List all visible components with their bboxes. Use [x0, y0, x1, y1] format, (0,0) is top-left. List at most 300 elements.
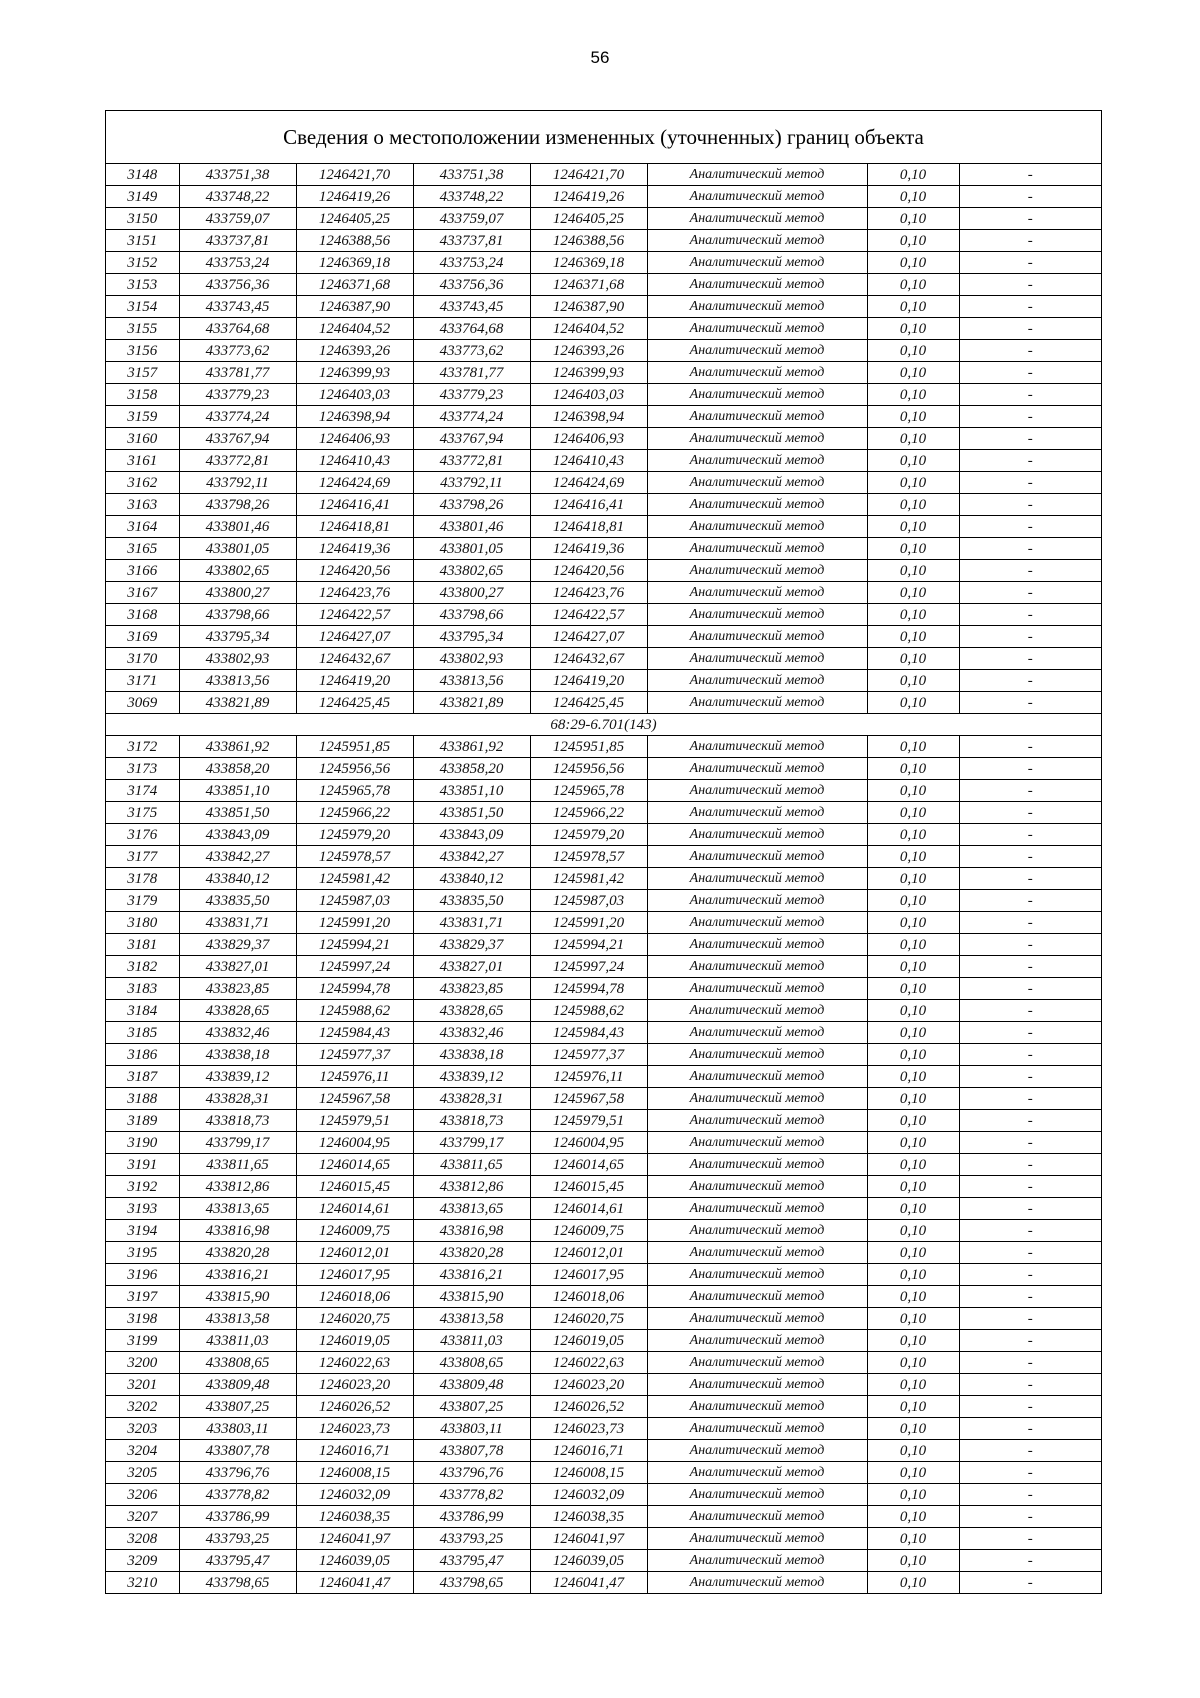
point-number-cell: 3192	[106, 1176, 179, 1198]
x-updated-cell: 433798,66	[413, 604, 530, 626]
method-cell: Аналитический метод	[647, 1484, 867, 1506]
x-existing-cell: 433851,50	[179, 802, 296, 824]
point-number-cell: 3171	[106, 670, 179, 692]
x-updated-cell: 433813,58	[413, 1308, 530, 1330]
y-existing-cell: 1246018,06	[296, 1286, 413, 1308]
table-row	[106, 912, 1101, 934]
x-updated-cell: 433779,23	[413, 384, 530, 406]
x-existing-cell: 433811,03	[179, 1330, 296, 1352]
point-number-cell: 3157	[106, 362, 179, 384]
y-updated-cell: 1246403,03	[530, 384, 647, 406]
point-number-cell: 3201	[106, 1374, 179, 1396]
point-number-cell: 3150	[106, 208, 179, 230]
point-number-cell: 3184	[106, 1000, 179, 1022]
description-cell: -	[959, 450, 1101, 472]
page-number: 56	[590, 48, 610, 67]
description-cell: -	[959, 318, 1101, 340]
x-existing-cell: 433812,86	[179, 1176, 296, 1198]
y-updated-cell: 1246017,95	[530, 1264, 647, 1286]
point-number-cell: 3166	[106, 560, 179, 582]
accuracy-cell: 0,10	[867, 648, 959, 670]
point-number-cell: 3199	[106, 1330, 179, 1352]
accuracy-cell: 0,10	[867, 1286, 959, 1308]
point-number-cell: 3197	[106, 1286, 179, 1308]
table-row	[106, 1330, 1101, 1352]
accuracy-cell: 0,10	[867, 1044, 959, 1066]
x-existing-cell: 433774,24	[179, 406, 296, 428]
y-updated-cell: 1246405,25	[530, 208, 647, 230]
x-existing-cell: 433818,73	[179, 1110, 296, 1132]
method-cell: Аналитический метод	[647, 604, 867, 626]
accuracy-cell: 0,10	[867, 670, 959, 692]
x-updated-cell: 433800,27	[413, 582, 530, 604]
y-existing-cell: 1246425,45	[296, 692, 413, 714]
y-existing-cell: 1245994,78	[296, 978, 413, 1000]
x-existing-cell: 433820,28	[179, 1242, 296, 1264]
point-number-cell: 3154	[106, 296, 179, 318]
x-updated-cell: 433840,12	[413, 868, 530, 890]
y-updated-cell: 1245988,62	[530, 1000, 647, 1022]
table-row	[106, 1220, 1101, 1242]
point-number-cell: 3164	[106, 516, 179, 538]
description-cell: -	[959, 648, 1101, 670]
description-cell: -	[959, 230, 1101, 252]
point-number-cell: 3170	[106, 648, 179, 670]
description-cell: -	[959, 1286, 1101, 1308]
description-cell: -	[959, 802, 1101, 824]
description-cell: -	[959, 1572, 1101, 1594]
point-number-cell: 3191	[106, 1154, 179, 1176]
description-cell: -	[959, 516, 1101, 538]
point-number-cell: 3162	[106, 472, 179, 494]
y-updated-cell: 1246014,61	[530, 1198, 647, 1220]
method-cell: Аналитический метод	[647, 538, 867, 560]
description-cell: -	[959, 1528, 1101, 1550]
x-updated-cell: 433759,07	[413, 208, 530, 230]
method-cell: Аналитический метод	[647, 318, 867, 340]
method-cell: Аналитический метод	[647, 978, 867, 1000]
table-row	[106, 406, 1101, 428]
accuracy-cell: 0,10	[867, 318, 959, 340]
y-updated-cell: 1245966,22	[530, 802, 647, 824]
x-updated-cell: 433807,78	[413, 1440, 530, 1462]
y-updated-cell: 1245987,03	[530, 890, 647, 912]
description-cell: -	[959, 1418, 1101, 1440]
method-cell: Аналитический метод	[647, 1022, 867, 1044]
point-number-cell: 3156	[106, 340, 179, 362]
x-existing-cell: 433832,46	[179, 1022, 296, 1044]
y-updated-cell: 1246393,26	[530, 340, 647, 362]
y-updated-cell: 1245984,43	[530, 1022, 647, 1044]
accuracy-cell: 0,10	[867, 1308, 959, 1330]
y-existing-cell: 1246012,01	[296, 1242, 413, 1264]
y-existing-cell: 1246039,05	[296, 1550, 413, 1572]
table-row	[106, 692, 1101, 714]
accuracy-cell: 0,10	[867, 1374, 959, 1396]
y-existing-cell: 1245979,20	[296, 824, 413, 846]
method-cell: Аналитический метод	[647, 1418, 867, 1440]
description-cell: -	[959, 164, 1101, 186]
x-updated-cell: 433829,37	[413, 934, 530, 956]
accuracy-cell: 0,10	[867, 626, 959, 648]
x-existing-cell: 433756,36	[179, 274, 296, 296]
y-updated-cell: 1245967,58	[530, 1088, 647, 1110]
table-row	[106, 1506, 1101, 1528]
y-existing-cell: 1246023,73	[296, 1418, 413, 1440]
description-cell: -	[959, 780, 1101, 802]
method-cell: Аналитический метод	[647, 296, 867, 318]
table-row	[106, 230, 1101, 252]
method-cell: Аналитический метод	[647, 1440, 867, 1462]
point-number-cell: 3180	[106, 912, 179, 934]
method-cell: Аналитический метод	[647, 1176, 867, 1198]
y-existing-cell: 1246017,95	[296, 1264, 413, 1286]
method-cell: Аналитический метод	[647, 428, 867, 450]
x-existing-cell: 433808,65	[179, 1352, 296, 1374]
accuracy-cell: 0,10	[867, 1088, 959, 1110]
x-existing-cell: 433781,77	[179, 362, 296, 384]
accuracy-cell: 0,10	[867, 1110, 959, 1132]
accuracy-cell: 0,10	[867, 1330, 959, 1352]
y-updated-cell: 1246371,68	[530, 274, 647, 296]
x-existing-cell: 433811,65	[179, 1154, 296, 1176]
description-cell: -	[959, 1330, 1101, 1352]
y-updated-cell: 1246038,35	[530, 1506, 647, 1528]
x-existing-cell: 433813,65	[179, 1198, 296, 1220]
accuracy-cell: 0,10	[867, 1484, 959, 1506]
table-row	[106, 1462, 1101, 1484]
y-updated-cell: 1246019,05	[530, 1330, 647, 1352]
y-existing-cell: 1246371,68	[296, 274, 413, 296]
x-existing-cell: 433764,68	[179, 318, 296, 340]
point-number-cell: 3195	[106, 1242, 179, 1264]
point-number-cell: 3149	[106, 186, 179, 208]
table-row	[106, 846, 1101, 868]
x-existing-cell: 433829,37	[179, 934, 296, 956]
y-existing-cell: 1245981,42	[296, 868, 413, 890]
y-existing-cell: 1246041,47	[296, 1572, 413, 1594]
method-cell: Аналитический метод	[647, 1220, 867, 1242]
point-number-cell: 3168	[106, 604, 179, 626]
accuracy-cell: 0,10	[867, 230, 959, 252]
x-updated-cell: 433839,12	[413, 1066, 530, 1088]
table-row	[106, 1264, 1101, 1286]
accuracy-cell: 0,10	[867, 934, 959, 956]
table-row	[106, 1154, 1101, 1176]
table-row	[106, 1000, 1101, 1022]
table-row	[106, 1110, 1101, 1132]
table-row	[106, 1550, 1101, 1572]
accuracy-cell: 0,10	[867, 1198, 959, 1220]
y-updated-cell: 1246432,67	[530, 648, 647, 670]
method-cell: Аналитический метод	[647, 1352, 867, 1374]
y-updated-cell: 1246369,18	[530, 252, 647, 274]
x-existing-cell: 433828,65	[179, 1000, 296, 1022]
method-cell: Аналитический метод	[647, 208, 867, 230]
table-row	[106, 1308, 1101, 1330]
accuracy-cell: 0,10	[867, 406, 959, 428]
table-row	[106, 1088, 1101, 1110]
point-number-cell: 3204	[106, 1440, 179, 1462]
method-cell: Аналитический метод	[647, 780, 867, 802]
x-existing-cell: 433748,22	[179, 186, 296, 208]
table-row	[106, 208, 1101, 230]
table-row	[106, 252, 1101, 274]
x-existing-cell: 433801,05	[179, 538, 296, 560]
point-number-cell: 3165	[106, 538, 179, 560]
y-updated-cell: 1246008,15	[530, 1462, 647, 1484]
method-cell: Аналитический метод	[647, 648, 867, 670]
table-row	[106, 428, 1101, 450]
x-updated-cell: 433827,01	[413, 956, 530, 978]
point-number-cell: 3207	[106, 1506, 179, 1528]
description-cell: -	[959, 626, 1101, 648]
y-existing-cell: 1246406,93	[296, 428, 413, 450]
description-cell: -	[959, 604, 1101, 626]
accuracy-cell: 0,10	[867, 274, 959, 296]
method-cell: Аналитический метод	[647, 956, 867, 978]
description-cell: -	[959, 582, 1101, 604]
point-number-cell: 3169	[106, 626, 179, 648]
x-existing-cell: 433759,07	[179, 208, 296, 230]
description-cell: -	[959, 912, 1101, 934]
method-cell: Аналитический метод	[647, 1066, 867, 1088]
table-row	[106, 186, 1101, 208]
x-updated-cell: 433795,47	[413, 1550, 530, 1572]
x-existing-cell: 433813,58	[179, 1308, 296, 1330]
y-updated-cell: 1246427,07	[530, 626, 647, 648]
x-updated-cell: 433781,77	[413, 362, 530, 384]
accuracy-cell: 0,10	[867, 340, 959, 362]
point-number-cell: 3175	[106, 802, 179, 824]
description-cell: -	[959, 1264, 1101, 1286]
method-cell: Аналитический метод	[647, 186, 867, 208]
description-cell: -	[959, 1198, 1101, 1220]
table-row	[106, 450, 1101, 472]
x-existing-cell: 433795,34	[179, 626, 296, 648]
accuracy-cell: 0,10	[867, 604, 959, 626]
y-updated-cell: 1246424,69	[530, 472, 647, 494]
table-row	[106, 274, 1101, 296]
x-existing-cell: 433803,11	[179, 1418, 296, 1440]
method-cell: Аналитический метод	[647, 406, 867, 428]
point-number-cell: 3193	[106, 1198, 179, 1220]
y-updated-cell: 1246022,63	[530, 1352, 647, 1374]
table-row	[106, 164, 1101, 186]
y-updated-cell: 1245965,78	[530, 780, 647, 802]
description-cell: -	[959, 340, 1101, 362]
y-updated-cell: 1246041,97	[530, 1528, 647, 1550]
x-updated-cell: 433811,65	[413, 1154, 530, 1176]
description-cell: -	[959, 296, 1101, 318]
y-existing-cell: 1246387,90	[296, 296, 413, 318]
x-updated-cell: 433778,82	[413, 1484, 530, 1506]
y-updated-cell: 1246387,90	[530, 296, 647, 318]
description-cell: -	[959, 1396, 1101, 1418]
x-updated-cell: 433803,11	[413, 1418, 530, 1440]
section-heading-row	[106, 714, 1101, 736]
x-updated-cell: 433820,28	[413, 1242, 530, 1264]
x-existing-cell: 433838,18	[179, 1044, 296, 1066]
accuracy-cell: 0,10	[867, 1352, 959, 1374]
description-cell: -	[959, 824, 1101, 846]
y-existing-cell: 1246419,26	[296, 186, 413, 208]
table-row	[106, 1572, 1101, 1594]
point-number-cell: 3163	[106, 494, 179, 516]
x-existing-cell: 433778,82	[179, 1484, 296, 1506]
point-number-cell: 3177	[106, 846, 179, 868]
method-cell: Аналитический метод	[647, 890, 867, 912]
point-number-cell: 3198	[106, 1308, 179, 1330]
accuracy-cell: 0,10	[867, 1396, 959, 1418]
method-cell: Аналитический метод	[647, 1154, 867, 1176]
table-row	[106, 890, 1101, 912]
y-updated-cell: 1246023,73	[530, 1418, 647, 1440]
x-existing-cell: 433828,31	[179, 1088, 296, 1110]
x-existing-cell: 433798,65	[179, 1572, 296, 1594]
point-number-cell: 3183	[106, 978, 179, 1000]
table-row	[106, 1484, 1101, 1506]
accuracy-cell: 0,10	[867, 1176, 959, 1198]
method-cell: Аналитический метод	[647, 868, 867, 890]
table-row	[106, 362, 1101, 384]
y-updated-cell: 1246026,52	[530, 1396, 647, 1418]
table-row	[106, 1528, 1101, 1550]
y-existing-cell: 1246419,36	[296, 538, 413, 560]
table-row	[106, 978, 1101, 1000]
y-updated-cell: 1246023,20	[530, 1374, 647, 1396]
y-existing-cell: 1246421,70	[296, 164, 413, 186]
method-cell: Аналитический метод	[647, 1242, 867, 1264]
y-existing-cell: 1245988,62	[296, 1000, 413, 1022]
table-row	[106, 560, 1101, 582]
point-number-cell: 3159	[106, 406, 179, 428]
point-number-cell: 3208	[106, 1528, 179, 1550]
table-body	[106, 164, 1101, 1593]
y-existing-cell: 1246014,65	[296, 1154, 413, 1176]
x-updated-cell: 433808,65	[413, 1352, 530, 1374]
point-number-cell: 3151	[106, 230, 179, 252]
y-existing-cell: 1246015,45	[296, 1176, 413, 1198]
description-cell: -	[959, 1440, 1101, 1462]
accuracy-cell: 0,10	[867, 362, 959, 384]
x-updated-cell: 433821,89	[413, 692, 530, 714]
accuracy-cell: 0,10	[867, 164, 959, 186]
accuracy-cell: 0,10	[867, 824, 959, 846]
table-row	[106, 582, 1101, 604]
y-existing-cell: 1246398,94	[296, 406, 413, 428]
y-existing-cell: 1246405,25	[296, 208, 413, 230]
method-cell: Аналитический метод	[647, 1462, 867, 1484]
point-number-cell: 3203	[106, 1418, 179, 1440]
method-cell: Аналитический метод	[647, 692, 867, 714]
y-existing-cell: 1246032,09	[296, 1484, 413, 1506]
x-existing-cell: 433772,81	[179, 450, 296, 472]
description-cell: -	[959, 846, 1101, 868]
y-updated-cell: 1246015,45	[530, 1176, 647, 1198]
x-existing-cell: 433799,17	[179, 1132, 296, 1154]
y-updated-cell: 1246420,56	[530, 560, 647, 582]
table-row	[106, 670, 1101, 692]
coordinates-table	[106, 164, 1101, 1593]
x-existing-cell: 433835,50	[179, 890, 296, 912]
y-existing-cell: 1245979,51	[296, 1110, 413, 1132]
x-updated-cell: 433743,45	[413, 296, 530, 318]
point-number-cell: 3185	[106, 1022, 179, 1044]
method-cell: Аналитический метод	[647, 1132, 867, 1154]
x-existing-cell: 433816,21	[179, 1264, 296, 1286]
point-number-cell: 3160	[106, 428, 179, 450]
x-existing-cell: 433861,92	[179, 736, 296, 758]
x-updated-cell: 433795,34	[413, 626, 530, 648]
y-existing-cell: 1245965,78	[296, 780, 413, 802]
point-number-cell: 3186	[106, 1044, 179, 1066]
y-updated-cell: 1246416,41	[530, 494, 647, 516]
accuracy-cell: 0,10	[867, 1572, 959, 1594]
point-number-cell: 3202	[106, 1396, 179, 1418]
point-number-cell: 3172	[106, 736, 179, 758]
x-existing-cell: 433807,78	[179, 1440, 296, 1462]
accuracy-cell: 0,10	[867, 1506, 959, 1528]
accuracy-cell: 0,10	[867, 912, 959, 934]
x-updated-cell: 433802,93	[413, 648, 530, 670]
y-existing-cell: 1246369,18	[296, 252, 413, 274]
method-cell: Аналитический метод	[647, 758, 867, 780]
method-cell: Аналитический метод	[647, 1572, 867, 1594]
x-existing-cell: 433792,11	[179, 472, 296, 494]
x-existing-cell: 433798,66	[179, 604, 296, 626]
accuracy-cell: 0,10	[867, 1220, 959, 1242]
point-number-cell: 3182	[106, 956, 179, 978]
y-updated-cell: 1246422,57	[530, 604, 647, 626]
x-updated-cell: 433786,99	[413, 1506, 530, 1528]
method-cell: Аналитический метод	[647, 340, 867, 362]
accuracy-cell: 0,10	[867, 736, 959, 758]
method-cell: Аналитический метод	[647, 934, 867, 956]
description-cell: -	[959, 428, 1101, 450]
description-cell: -	[959, 956, 1101, 978]
description-cell: -	[959, 384, 1101, 406]
accuracy-cell: 0,10	[867, 890, 959, 912]
point-number-cell: 3179	[106, 890, 179, 912]
accuracy-cell: 0,10	[867, 1022, 959, 1044]
description-cell: -	[959, 1220, 1101, 1242]
description-cell: -	[959, 1176, 1101, 1198]
accuracy-cell: 0,10	[867, 582, 959, 604]
table-row	[106, 1176, 1101, 1198]
y-existing-cell: 1246427,07	[296, 626, 413, 648]
point-number-cell: 3187	[106, 1066, 179, 1088]
x-existing-cell: 433813,56	[179, 670, 296, 692]
x-existing-cell: 433751,38	[179, 164, 296, 186]
x-updated-cell: 433756,36	[413, 274, 530, 296]
method-cell: Аналитический метод	[647, 1528, 867, 1550]
y-updated-cell: 1246020,75	[530, 1308, 647, 1330]
y-existing-cell: 1246026,52	[296, 1396, 413, 1418]
table-row	[106, 296, 1101, 318]
x-updated-cell: 433813,65	[413, 1198, 530, 1220]
x-updated-cell: 433751,38	[413, 164, 530, 186]
y-updated-cell: 1245956,56	[530, 758, 647, 780]
x-existing-cell: 433802,65	[179, 560, 296, 582]
description-cell: -	[959, 1308, 1101, 1330]
x-updated-cell: 433815,90	[413, 1286, 530, 1308]
y-existing-cell: 1246423,76	[296, 582, 413, 604]
y-existing-cell: 1245997,24	[296, 956, 413, 978]
y-updated-cell: 1245951,85	[530, 736, 647, 758]
x-updated-cell: 433801,46	[413, 516, 530, 538]
y-updated-cell: 1245994,21	[530, 934, 647, 956]
